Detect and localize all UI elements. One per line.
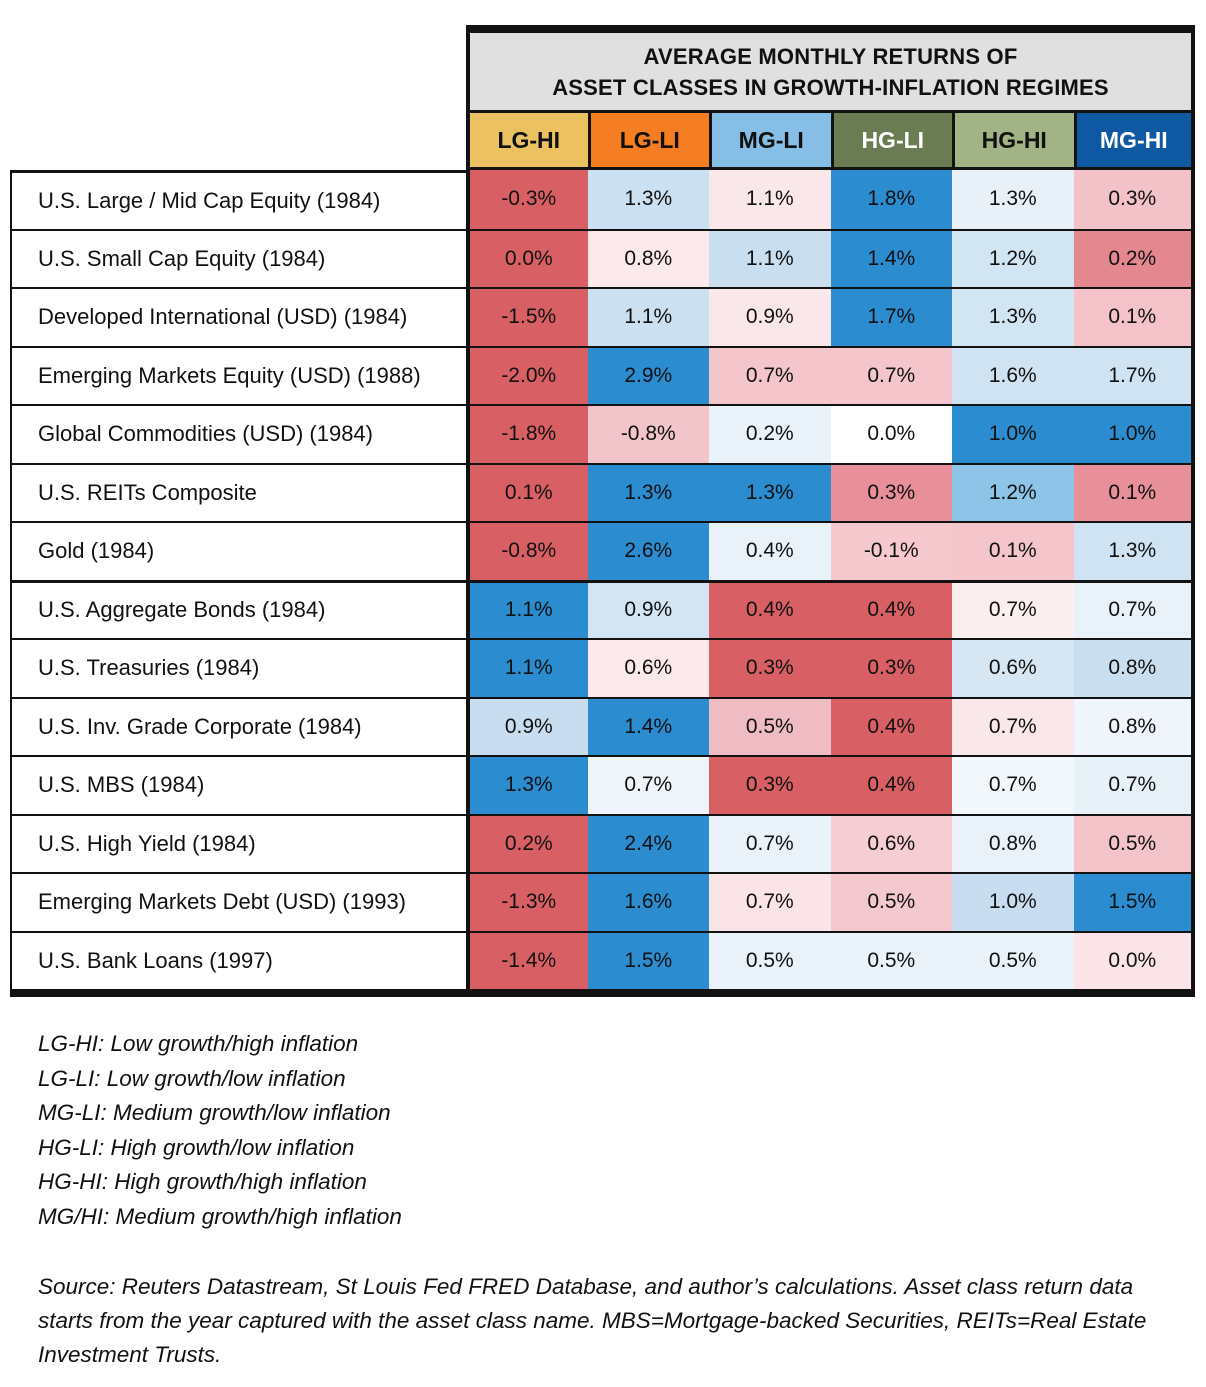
- return-cell: 1.6%: [952, 346, 1074, 405]
- return-cell: -2.0%: [466, 346, 588, 405]
- return-cell: -1.5%: [466, 287, 588, 346]
- return-cell: 2.6%: [588, 521, 710, 580]
- return-cell: 0.7%: [709, 346, 831, 405]
- return-cell: -1.3%: [466, 872, 588, 931]
- return-cell: 1.3%: [466, 755, 588, 814]
- return-cell: 0.4%: [831, 755, 953, 814]
- return-cell: 0.8%: [952, 814, 1074, 873]
- return-cell: -0.8%: [466, 521, 588, 580]
- asset-label: U.S. Treasuries (1984): [10, 638, 466, 697]
- return-cell: 0.7%: [952, 697, 1074, 756]
- return-cell: -0.3%: [466, 170, 588, 229]
- return-cell: 0.3%: [831, 463, 953, 522]
- return-cell: 0.3%: [1074, 170, 1196, 229]
- return-cell: 0.2%: [1074, 229, 1196, 288]
- return-cell: 1.1%: [466, 580, 588, 639]
- return-cell: -0.1%: [831, 521, 953, 580]
- return-cell: 0.3%: [709, 755, 831, 814]
- return-cell: 0.0%: [466, 229, 588, 288]
- return-cell: 0.5%: [709, 697, 831, 756]
- return-cell: 0.8%: [588, 229, 710, 288]
- return-cell: 0.7%: [709, 872, 831, 931]
- column-header-lg-li: LG-LI: [588, 113, 710, 170]
- return-cell: 1.6%: [588, 872, 710, 931]
- page: [0, 25, 1206, 1387]
- asset-label: U.S. Inv. Grade Corporate (1984): [10, 697, 466, 756]
- return-cell: 0.1%: [1074, 463, 1196, 522]
- column-header-mg-hi: MG-HI: [1074, 113, 1196, 170]
- return-cell: 0.3%: [831, 638, 953, 697]
- return-cell: 0.7%: [831, 346, 953, 405]
- return-cell: 0.7%: [709, 814, 831, 873]
- return-cell: 1.2%: [952, 229, 1074, 288]
- legend-item: MG-LI: Medium growth/low inflation: [38, 1100, 391, 1125]
- column-header-hg-hi: HG-HI: [952, 113, 1074, 170]
- return-cell: 1.0%: [1074, 404, 1196, 463]
- return-cell: 0.7%: [952, 580, 1074, 639]
- asset-label: U.S. Bank Loans (1997): [10, 931, 466, 990]
- return-cell: 0.6%: [831, 814, 953, 873]
- return-cell: 0.2%: [709, 404, 831, 463]
- legend-item: HG-LI: High growth/low inflation: [38, 1134, 355, 1160]
- return-cell: 0.5%: [1074, 814, 1196, 873]
- return-cell: 1.3%: [709, 463, 831, 522]
- return-cell: 0.1%: [952, 521, 1074, 580]
- return-cell: 0.0%: [831, 404, 953, 463]
- column-header-mg-li: MG-LI: [709, 113, 831, 170]
- return-cell: 0.9%: [709, 287, 831, 346]
- asset-label: Global Commodities (USD) (1984): [10, 404, 466, 463]
- title-row-spacer: [10, 25, 466, 113]
- return-cell: 1.3%: [588, 170, 710, 229]
- return-cell: 0.5%: [709, 931, 831, 990]
- return-cell: 1.3%: [952, 287, 1074, 346]
- return-cell: 0.4%: [831, 697, 953, 756]
- return-cell: 0.6%: [952, 638, 1074, 697]
- return-cell: 0.3%: [709, 638, 831, 697]
- return-cell: 0.9%: [588, 580, 710, 639]
- return-cell: 2.9%: [588, 346, 710, 405]
- asset-label: U.S. Small Cap Equity (1984): [10, 229, 466, 288]
- return-cell: 1.7%: [831, 287, 953, 346]
- return-cell: 2.4%: [588, 814, 710, 873]
- asset-label: U.S. REITs Composite: [10, 463, 466, 522]
- return-cell: 1.4%: [831, 229, 953, 288]
- return-cell: 0.5%: [831, 931, 953, 990]
- asset-label: U.S. MBS (1984): [10, 755, 466, 814]
- return-cell: 0.7%: [952, 755, 1074, 814]
- column-header-lg-hi: LG-HI: [466, 113, 588, 170]
- return-cell: 1.0%: [952, 404, 1074, 463]
- return-cell: 1.3%: [588, 463, 710, 522]
- asset-label: Emerging Markets Equity (USD) (1988): [10, 346, 466, 405]
- return-cell: 0.6%: [588, 638, 710, 697]
- return-cell: 0.8%: [1074, 697, 1196, 756]
- return-cell: 0.1%: [466, 463, 588, 522]
- table-title-line2: ASSET CLASSES IN GROWTH-INFLATION REGIMES: [552, 74, 1109, 100]
- return-cell: 1.7%: [1074, 346, 1196, 405]
- return-cell: 1.5%: [588, 931, 710, 990]
- asset-label: U.S. Large / Mid Cap Equity (1984): [10, 170, 466, 229]
- return-cell: -0.8%: [588, 404, 710, 463]
- return-cell: 0.4%: [831, 580, 953, 639]
- regime-legend: [38, 1027, 1206, 1234]
- return-cell: 0.7%: [588, 755, 710, 814]
- return-cell: 0.7%: [1074, 755, 1196, 814]
- return-cell: 0.0%: [1074, 931, 1196, 990]
- return-cell: 0.8%: [1074, 638, 1196, 697]
- asset-label: Gold (1984): [10, 521, 466, 580]
- asset-label: Developed International (USD) (1984): [10, 287, 466, 346]
- return-cell: -1.8%: [466, 404, 588, 463]
- table-title-line1: AVERAGE MONTHLY RETURNS OF: [643, 43, 1018, 69]
- asset-label: Emerging Markets Debt (USD) (1993): [10, 872, 466, 931]
- legend-item: LG-LI: Low growth/low inflation: [38, 1065, 346, 1091]
- return-cell: 0.4%: [709, 521, 831, 580]
- return-cell: -1.4%: [466, 931, 588, 990]
- returns-heatmap-table: [10, 25, 1195, 989]
- source-note: Source: Reuters Datastream, St Louis Fed FRED Database, and author’s calculations. Asset class return data starts from the year captured with the asset class name. MBS=Mortgage-backed Securities, REITs=Real Estate Investment Trusts.: [38, 1274, 1147, 1367]
- return-cell: 0.7%: [1074, 580, 1196, 639]
- table-title: [466, 25, 1195, 113]
- header-row-spacer: [10, 113, 466, 170]
- column-header-hg-li: HG-LI: [831, 113, 953, 170]
- return-cell: 1.8%: [831, 170, 953, 229]
- return-cell: 0.2%: [466, 814, 588, 873]
- return-cell: 1.1%: [588, 287, 710, 346]
- asset-label: U.S. Aggregate Bonds (1984): [10, 580, 466, 639]
- return-cell: 0.4%: [709, 580, 831, 639]
- table-bottom-border: [10, 989, 1195, 997]
- return-cell: 1.2%: [952, 463, 1074, 522]
- return-cell: 1.5%: [1074, 872, 1196, 931]
- return-cell: 1.1%: [466, 638, 588, 697]
- legend-item: MG/HI: Medium growth/high inflation: [38, 1203, 402, 1229]
- return-cell: 0.5%: [952, 931, 1074, 990]
- asset-label: U.S. High Yield (1984): [10, 814, 466, 873]
- return-cell: 0.9%: [466, 697, 588, 756]
- legend-item: LG-HI: Low growth/high inflation: [38, 1031, 359, 1056]
- return-cell: 0.1%: [1074, 287, 1196, 346]
- return-cell: 1.3%: [952, 170, 1074, 229]
- return-cell: 1.1%: [709, 229, 831, 288]
- return-cell: 1.4%: [588, 697, 710, 756]
- return-cell: 1.0%: [952, 872, 1074, 931]
- return-cell: 1.1%: [709, 170, 831, 229]
- return-cell: 0.5%: [831, 872, 953, 931]
- return-cell: 1.3%: [1074, 521, 1196, 580]
- legend-item: HG-HI: High growth/high inflation: [38, 1169, 367, 1194]
